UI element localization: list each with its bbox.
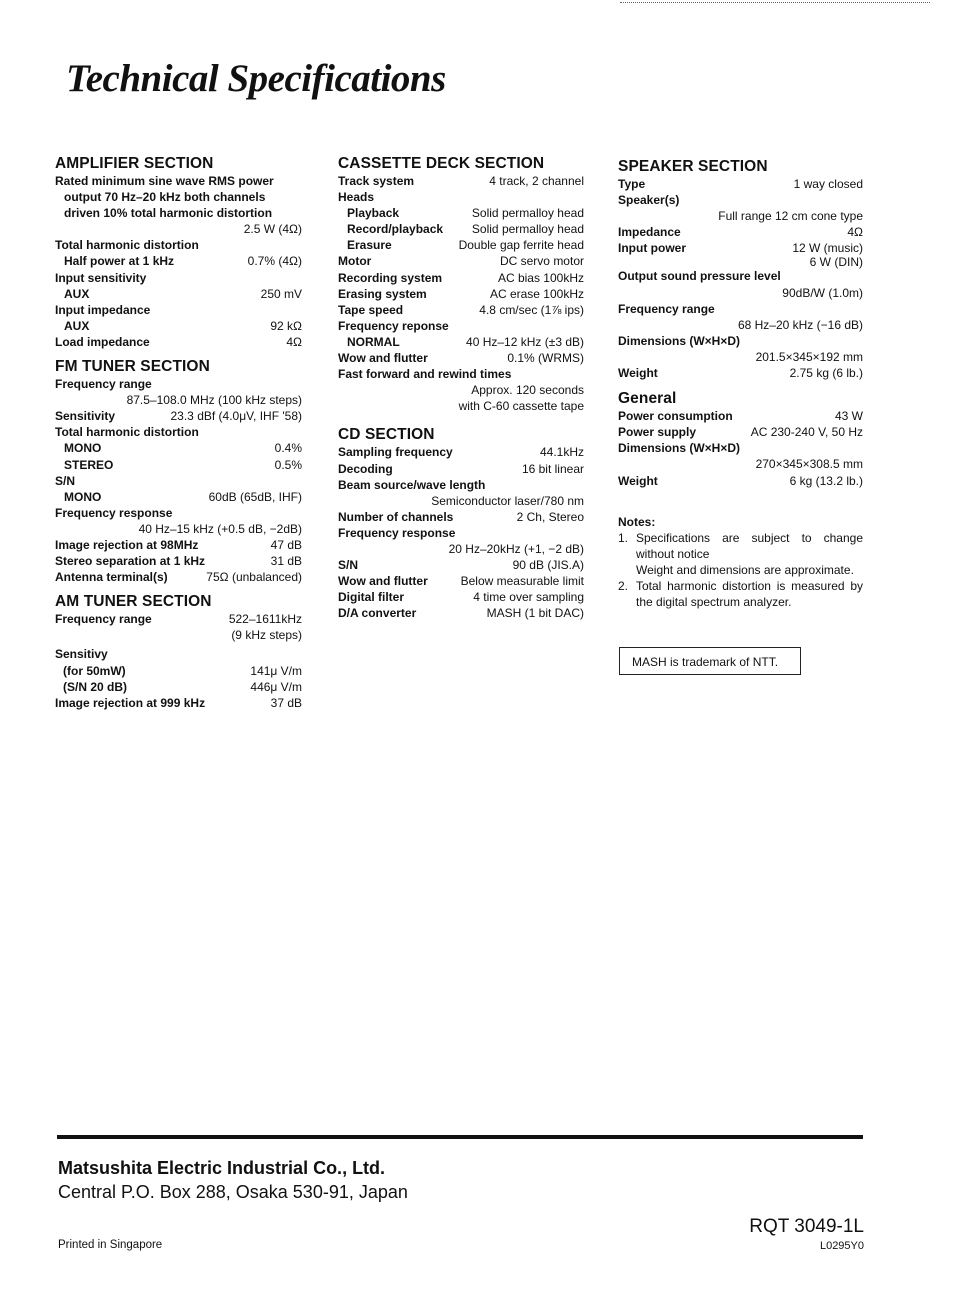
fm-sn-mono-label: MONO xyxy=(64,489,102,504)
half-power-value: 0.7% (4Ω) xyxy=(247,254,302,269)
note-2-number: 2. xyxy=(618,578,629,593)
da-converter-row xyxy=(338,605,584,621)
am-freq-label: Frequency range xyxy=(55,612,152,627)
company-name: Matsushita Electric Industrial Co., Ltd. xyxy=(58,1158,386,1178)
load-impedance-row xyxy=(55,334,302,350)
rated-power-label: Rated minimum sine wave RMS power xyxy=(55,174,274,188)
amp-thd-label: Total harmonic distortion xyxy=(55,238,199,253)
am-sensitivity-label: Sensitivy xyxy=(55,647,108,662)
motor-value: DC servo motor xyxy=(499,254,584,269)
motor-row xyxy=(338,253,584,269)
playback-row xyxy=(338,205,584,221)
type-row xyxy=(618,176,863,192)
am-freq-row xyxy=(55,611,302,627)
fm-separation-value: 31 dB xyxy=(270,554,302,569)
am-image-label: Image rejection at 999 kHz xyxy=(55,695,206,710)
aux-impedance-value: 92 kΩ xyxy=(270,318,302,333)
motor-label: Motor xyxy=(338,254,372,269)
tape-speed-value: 4.8 cm/sec (1⅞ ips) xyxy=(479,302,584,317)
cd-wow-label: Wow and flutter xyxy=(338,574,428,589)
cd-sn-label: S/N xyxy=(338,558,359,573)
fm-image-value: 47 dB xyxy=(270,537,302,552)
fast-forward-value-2: with C-60 cassette tape xyxy=(458,399,584,414)
heads-label: Heads xyxy=(338,190,375,205)
normal-label: NORMAL xyxy=(347,334,400,349)
cassette-response-label: Frequency reponse xyxy=(338,318,449,333)
track-value: 4 track, 2 channel xyxy=(489,174,584,188)
recplay-value: Solid permalloy head xyxy=(471,222,584,237)
input-sensitivity-label: Input sensitivity xyxy=(55,270,147,285)
cassette-heading: CASSETTE DECK SECTION xyxy=(338,155,545,172)
rated-power-label-2: output 70 Hz–20 kHz both channels xyxy=(64,190,266,205)
note-1-text-extra: Weight and dimensions are approximate. xyxy=(636,562,854,577)
erasure-row xyxy=(338,237,584,253)
fm-image-row xyxy=(55,537,302,553)
erasing-system-value: AC erase 100kHz xyxy=(489,286,584,301)
fm-freq-value: 87.5–108.0 MHz (100 kHz steps) xyxy=(126,393,302,408)
power-supply-value: AC 230-240 V, 50 Hz xyxy=(750,425,863,440)
speakers-label: Speaker(s) xyxy=(618,193,680,208)
power-consumption-row xyxy=(618,408,863,424)
speaker-impedance-row xyxy=(618,224,863,240)
power-consumption-label: Power consumption xyxy=(618,409,733,424)
erasing-system-row xyxy=(338,286,584,302)
company-address: Central P.O. Box 288, Osaka 530-91, Japan xyxy=(58,1182,408,1202)
fm-heading: FM TUNER SECTION xyxy=(55,358,210,376)
general-weight-label: Weight xyxy=(618,473,658,488)
top-dotted-rule xyxy=(620,2,930,3)
note-2-text: Total harmonic distortion is measured by the digital spectrum analyzer. xyxy=(636,578,863,609)
fm-sensitivity-label: Sensitivity xyxy=(55,409,116,424)
cassette-wow-value: 0.1% (WRMS) xyxy=(507,351,584,366)
fm-thd-label: Total harmonic distortion xyxy=(55,425,199,440)
cassette-wow-row xyxy=(338,350,584,366)
fm-stereo-label: STEREO xyxy=(64,457,114,472)
note-2 xyxy=(618,578,863,610)
general-dimensions-label: Dimensions (W×H×D) xyxy=(618,441,741,456)
normal-row xyxy=(338,334,584,350)
cd-sn-value: 90 dB (JIS.A) xyxy=(512,558,584,573)
power-supply-label: Power supply xyxy=(618,425,697,440)
rated-power-value: 2.5 W (4Ω) xyxy=(243,222,302,237)
speaker-weight-label: Weight xyxy=(618,366,658,381)
fm-stereo-value: 0.5% xyxy=(274,457,302,472)
general-heading: General xyxy=(618,390,677,408)
power-supply-row xyxy=(618,424,863,440)
general-dimensions-value: 270×345×308.5 mm xyxy=(755,457,863,472)
track-row xyxy=(338,173,584,189)
input-impedance-label: Input impedance xyxy=(55,302,151,317)
power-consumption-value: 43 W xyxy=(834,409,863,424)
half-power-row xyxy=(55,253,302,269)
footer-rule xyxy=(57,1135,863,1139)
cd-heading: CD SECTION xyxy=(338,426,435,444)
tape-speed-label: Tape speed xyxy=(338,302,404,317)
fast-forward-label: Fast forward and rewind times xyxy=(338,367,512,382)
channels-row xyxy=(338,509,584,525)
general-weight-value: 6 kg (13.2 lb.) xyxy=(789,473,863,488)
speaker-heading: SPEAKER SECTION xyxy=(618,158,768,175)
input-power-value-din: 6 W (DIN) xyxy=(809,255,863,270)
fm-separation-label: Stereo separation at 1 kHz xyxy=(55,554,206,569)
da-converter-label: D/A converter xyxy=(338,606,417,621)
am-image-row xyxy=(55,695,302,711)
column-middle xyxy=(338,154,584,621)
recording-system-label: Recording system xyxy=(338,270,443,285)
channels-label: Number of channels xyxy=(338,509,454,524)
tape-speed-row xyxy=(338,302,584,318)
fm-sensitivity-value: 23.3 dBf (4.0μV, IHF '58) xyxy=(170,409,302,424)
beam-label: Beam source/wave length xyxy=(338,477,486,492)
input-power-row xyxy=(618,240,863,256)
note-1-text xyxy=(636,530,863,578)
playback-value: Solid permalloy head xyxy=(471,206,584,221)
fast-forward-value-1: Approx. 120 seconds xyxy=(471,383,584,398)
note-1-number: 1. xyxy=(618,530,629,545)
speaker-weight-row xyxy=(618,365,863,381)
speaker-freq-label: Frequency range xyxy=(618,301,715,316)
recording-system-value: AC bias 100kHz xyxy=(497,270,584,285)
aux-sensitivity-value: 250 mV xyxy=(260,286,302,301)
cd-sn-row xyxy=(338,557,584,573)
fm-freq-label: Frequency range xyxy=(55,377,152,392)
general-weight-row xyxy=(618,473,863,489)
digital-filter-label: Digital filter xyxy=(338,590,405,605)
amplifier-heading: AMPLIFIER SECTION xyxy=(55,155,214,172)
channels-value: 2 Ch, Stereo xyxy=(516,509,584,524)
page-title: Technical Specifications xyxy=(66,57,446,100)
am-sn-value: 446μ V/m xyxy=(250,679,302,694)
cassette-wow-label: Wow and flutter xyxy=(338,351,428,366)
am-for-row xyxy=(55,663,302,679)
load-impedance-label: Load impedance xyxy=(55,334,150,349)
decoding-label: Decoding xyxy=(338,461,393,476)
cd-wow-row xyxy=(338,573,584,589)
am-heading: AM TUNER SECTION xyxy=(55,593,212,611)
trademark-box: MASH is trademark of NTT. xyxy=(619,647,801,675)
speaker-dimensions-value: 201.5×345×192 mm xyxy=(755,349,863,364)
am-image-value: 37 dB xyxy=(270,695,302,710)
sampling-value: 44.1kHz xyxy=(539,445,584,460)
cd-response-value: 20 Hz–20kHz (+1, −2 dB) xyxy=(448,541,584,556)
fm-response-label: Frequency response xyxy=(55,505,173,520)
fm-antenna-value: 75Ω (unbalanced) xyxy=(206,570,302,585)
print-code: L0295Y0 xyxy=(819,1240,864,1252)
aux-impedance-label: AUX xyxy=(64,318,90,333)
column-left xyxy=(55,154,302,711)
input-power-value: 12 W (music) xyxy=(792,241,863,256)
speaker-impedance-value: 4Ω xyxy=(847,225,863,240)
am-sn-label: (S/N 20 dB) xyxy=(63,679,128,694)
fm-mono-value: 0.4% xyxy=(274,441,302,456)
speaker-impedance-label: Impedance xyxy=(618,225,681,240)
type-label: Type xyxy=(618,177,646,191)
am-freq-value: 522–1611kHz xyxy=(228,612,302,627)
rated-power-label-3: driven 10% total harmonic distortion xyxy=(64,206,273,221)
fm-sensitivity-row xyxy=(55,408,302,424)
fm-sn-mono-row xyxy=(55,489,302,505)
erasure-label: Erasure xyxy=(347,238,392,253)
fm-antenna-row xyxy=(55,569,302,585)
sampling-label: Sampling frequency xyxy=(338,445,453,460)
fm-response-value: 40 Hz–15 kHz (+0.5 dB, −2dB) xyxy=(138,521,302,536)
input-power-label: Input power xyxy=(618,241,686,256)
fm-mono-label: MONO xyxy=(64,441,102,456)
type-value: 1 way closed xyxy=(793,177,863,191)
spl-value: 90dB/W (1.0m) xyxy=(782,285,863,300)
sampling-row xyxy=(338,444,584,460)
speakers-value: Full range 12 cm cone type xyxy=(718,209,863,224)
aux-sensitivity-row xyxy=(55,286,302,302)
document-number: RQT 3049-1L xyxy=(749,1216,864,1237)
fm-mono-row xyxy=(55,440,302,456)
playback-label: Playback xyxy=(347,206,400,221)
decoding-value: 16 bit linear xyxy=(521,461,584,476)
fm-stereo-row xyxy=(55,457,302,473)
aux-sensitivity-label: AUX xyxy=(64,286,90,301)
fm-separation-row xyxy=(55,553,302,569)
am-freq-steps: (9 kHz steps) xyxy=(231,628,302,643)
spl-label: Output sound pressure level xyxy=(618,269,781,284)
digital-filter-value: 4 time over sampling xyxy=(473,590,584,605)
cd-wow-value: Below measurable limit xyxy=(460,574,584,589)
load-impedance-value: 4Ω xyxy=(286,334,302,349)
beam-value: Semiconductor laser/780 nm xyxy=(431,493,584,508)
recording-system-row xyxy=(338,270,584,286)
cd-response-label: Frequency response xyxy=(338,525,456,540)
note-1-text-main: Specifications are subject to change without notice xyxy=(636,530,863,561)
aux-impedance-row xyxy=(55,318,302,334)
erasure-value: Double gap ferrite head xyxy=(458,238,584,253)
column-right xyxy=(618,157,863,610)
am-for-value: 141μ V/m xyxy=(250,663,302,678)
fm-sn-label: S/N xyxy=(55,473,76,488)
normal-value: 40 Hz–12 kHz (±3 dB) xyxy=(466,334,584,349)
half-power-label: Half power at 1 kHz xyxy=(64,254,175,269)
speaker-weight-value: 2.75 kg (6 lb.) xyxy=(789,366,863,381)
digital-filter-row xyxy=(338,589,584,605)
notes-heading: Notes: xyxy=(618,514,656,529)
da-converter-value: MASH (1 bit DAC) xyxy=(486,606,584,621)
track-label: Track system xyxy=(338,174,415,188)
recplay-row xyxy=(338,221,584,237)
printed-in: Printed in Singapore xyxy=(58,1239,163,1251)
fm-sn-mono-value: 60dB (65dB, IHF) xyxy=(208,489,302,504)
decoding-row xyxy=(338,461,584,477)
erasing-system-label: Erasing system xyxy=(338,286,427,301)
fm-antenna-label: Antenna terminal(s) xyxy=(55,570,168,585)
note-1 xyxy=(618,530,863,578)
fm-image-label: Image rejection at 98MHz xyxy=(55,537,199,552)
speaker-dimensions-label: Dimensions (W×H×D) xyxy=(618,333,741,348)
speaker-freq-value: 68 Hz–20 kHz (−16 dB) xyxy=(737,317,863,332)
am-for-label: (for 50mW) xyxy=(63,663,126,678)
am-sn-row xyxy=(55,679,302,695)
recplay-label: Record/playback xyxy=(347,222,444,237)
